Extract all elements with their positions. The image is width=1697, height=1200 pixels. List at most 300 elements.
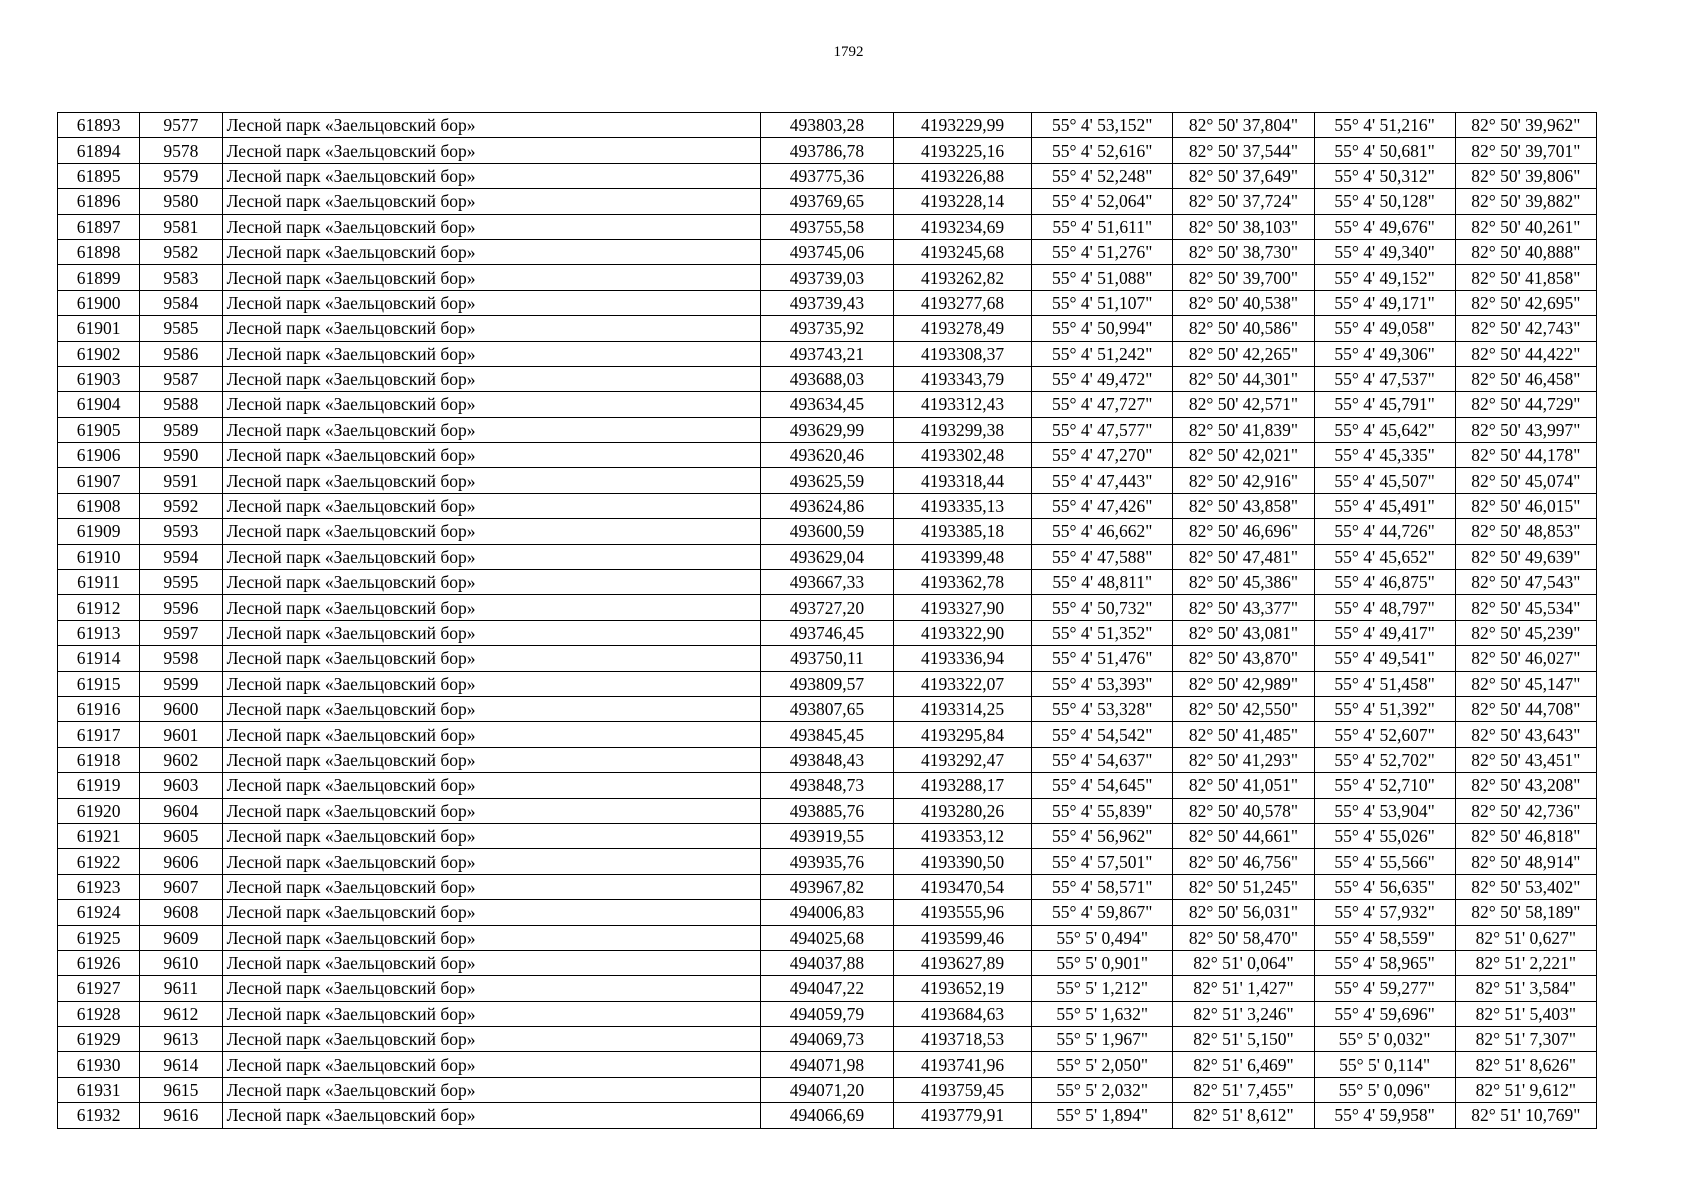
object-name-cell: Лесной парк «Заельцовский бор» — [222, 570, 760, 595]
object-name-cell: Лесной парк «Заельцовский бор» — [222, 544, 760, 569]
latitude-2-cell: 55° 4' 49,417" — [1314, 620, 1455, 645]
longitude-2-cell: 82° 50' 44,708" — [1455, 696, 1596, 721]
point-number-cell: 9590 — [140, 443, 222, 468]
longitude-2-cell: 82° 51' 10,769" — [1455, 1103, 1596, 1128]
object-name-cell: Лесной парк «Заельцовский бор» — [222, 950, 760, 975]
latitude-2-cell: 55° 4' 45,491" — [1314, 493, 1455, 518]
y-coordinate-cell: 4193292,47 — [894, 747, 1032, 772]
table-row — [58, 1077, 1597, 1102]
longitude-1-cell: 82° 51' 6,469" — [1173, 1052, 1314, 1077]
object-name-cell: Лесной парк «Заельцовский бор» — [222, 290, 760, 315]
table-row — [58, 849, 1597, 874]
point-number-cell: 9602 — [140, 747, 222, 772]
object-name-cell: Лесной парк «Заельцовский бор» — [222, 823, 760, 848]
latitude-1-cell: 55° 4' 51,242" — [1032, 341, 1173, 366]
longitude-1-cell: 82° 50' 58,470" — [1173, 925, 1314, 950]
longitude-2-cell: 82° 50' 44,729" — [1455, 392, 1596, 417]
y-coordinate-cell: 4193226,88 — [894, 163, 1032, 188]
longitude-1-cell: 82° 50' 38,730" — [1173, 239, 1314, 264]
latitude-1-cell: 55° 4' 48,811" — [1032, 570, 1173, 595]
longitude-2-cell: 82° 50' 44,178" — [1455, 443, 1596, 468]
latitude-2-cell: 55° 4' 49,340" — [1314, 239, 1455, 264]
x-coordinate-cell: 493885,76 — [760, 798, 893, 823]
table-row — [58, 747, 1597, 772]
y-coordinate-cell: 4193555,96 — [894, 900, 1032, 925]
latitude-2-cell: 55° 4' 58,965" — [1314, 950, 1455, 975]
latitude-2-cell: 55° 4' 56,635" — [1314, 874, 1455, 899]
y-coordinate-cell: 4193322,07 — [894, 671, 1032, 696]
table-row — [58, 1027, 1597, 1052]
row-number-cell: 61929 — [58, 1027, 140, 1052]
point-number-cell: 9610 — [140, 950, 222, 975]
point-number-cell: 9611 — [140, 976, 222, 1001]
row-number-cell: 61915 — [58, 671, 140, 696]
row-number-cell: 61904 — [58, 392, 140, 417]
y-coordinate-cell: 4193599,46 — [894, 925, 1032, 950]
longitude-1-cell: 82° 50' 43,377" — [1173, 595, 1314, 620]
object-name-cell: Лесной парк «Заельцовский бор» — [222, 696, 760, 721]
longitude-1-cell: 82° 50' 38,103" — [1173, 214, 1314, 239]
x-coordinate-cell: 493739,43 — [760, 290, 893, 315]
longitude-2-cell: 82° 50' 42,695" — [1455, 290, 1596, 315]
point-number-cell: 9605 — [140, 823, 222, 848]
point-number-cell: 9583 — [140, 265, 222, 290]
latitude-1-cell: 55° 4' 47,426" — [1032, 493, 1173, 518]
table-row — [58, 620, 1597, 645]
table-row — [58, 696, 1597, 721]
point-number-cell: 9615 — [140, 1077, 222, 1102]
row-number-cell: 61897 — [58, 214, 140, 239]
table-row — [58, 265, 1597, 290]
row-number-cell: 61932 — [58, 1103, 140, 1128]
latitude-1-cell: 55° 4' 47,443" — [1032, 468, 1173, 493]
latitude-2-cell: 55° 4' 47,537" — [1314, 366, 1455, 391]
longitude-2-cell: 82° 51' 5,403" — [1455, 1001, 1596, 1026]
longitude-2-cell: 82° 50' 45,534" — [1455, 595, 1596, 620]
row-number-cell: 61909 — [58, 519, 140, 544]
longitude-1-cell: 82° 51' 0,064" — [1173, 950, 1314, 975]
longitude-1-cell: 82° 50' 41,051" — [1173, 773, 1314, 798]
y-coordinate-cell: 4193234,69 — [894, 214, 1032, 239]
longitude-1-cell: 82° 50' 56,031" — [1173, 900, 1314, 925]
row-number-cell: 61927 — [58, 976, 140, 1001]
latitude-1-cell: 55° 4' 49,472" — [1032, 366, 1173, 391]
longitude-1-cell: 82° 50' 37,804" — [1173, 113, 1314, 138]
table-row — [58, 1052, 1597, 1077]
latitude-2-cell: 55° 4' 51,458" — [1314, 671, 1455, 696]
point-number-cell: 9606 — [140, 849, 222, 874]
object-name-cell: Лесной парк «Заельцовский бор» — [222, 1077, 760, 1102]
row-number-cell: 61910 — [58, 544, 140, 569]
table-row — [58, 163, 1597, 188]
y-coordinate-cell: 4193322,90 — [894, 620, 1032, 645]
x-coordinate-cell: 493809,57 — [760, 671, 893, 696]
latitude-1-cell: 55° 4' 47,727" — [1032, 392, 1173, 417]
row-number-cell: 61902 — [58, 341, 140, 366]
table-row — [58, 392, 1597, 417]
point-number-cell: 9609 — [140, 925, 222, 950]
row-number-cell: 61917 — [58, 722, 140, 747]
x-coordinate-cell: 494071,20 — [760, 1077, 893, 1102]
longitude-1-cell: 82° 50' 42,916" — [1173, 468, 1314, 493]
y-coordinate-cell: 4193327,90 — [894, 595, 1032, 620]
latitude-2-cell: 55° 4' 52,607" — [1314, 722, 1455, 747]
table-row — [58, 189, 1597, 214]
point-number-cell: 9589 — [140, 417, 222, 442]
x-coordinate-cell: 493845,45 — [760, 722, 893, 747]
table-row — [58, 722, 1597, 747]
row-number-cell: 61898 — [58, 239, 140, 264]
latitude-1-cell: 55° 4' 51,107" — [1032, 290, 1173, 315]
latitude-2-cell: 55° 4' 58,559" — [1314, 925, 1455, 950]
y-coordinate-cell: 4193779,91 — [894, 1103, 1032, 1128]
latitude-1-cell: 55° 4' 51,476" — [1032, 646, 1173, 671]
point-number-cell: 9584 — [140, 290, 222, 315]
y-coordinate-cell: 4193343,79 — [894, 366, 1032, 391]
object-name-cell: Лесной парк «Заельцовский бор» — [222, 113, 760, 138]
longitude-1-cell: 82° 51' 8,612" — [1173, 1103, 1314, 1128]
row-number-cell: 61926 — [58, 950, 140, 975]
y-coordinate-cell: 4193277,68 — [894, 290, 1032, 315]
point-number-cell: 9607 — [140, 874, 222, 899]
point-number-cell: 9594 — [140, 544, 222, 569]
y-coordinate-cell: 4193299,38 — [894, 417, 1032, 442]
row-number-cell: 61908 — [58, 493, 140, 518]
x-coordinate-cell: 493667,33 — [760, 570, 893, 595]
longitude-2-cell: 82° 50' 39,701" — [1455, 138, 1596, 163]
y-coordinate-cell: 4193288,17 — [894, 773, 1032, 798]
longitude-1-cell: 82° 50' 42,021" — [1173, 443, 1314, 468]
longitude-2-cell: 82° 50' 46,818" — [1455, 823, 1596, 848]
row-number-cell: 61930 — [58, 1052, 140, 1077]
point-number-cell: 9577 — [140, 113, 222, 138]
object-name-cell: Лесной парк «Заельцовский бор» — [222, 874, 760, 899]
row-number-cell: 61903 — [58, 366, 140, 391]
point-number-cell: 9614 — [140, 1052, 222, 1077]
point-number-cell: 9593 — [140, 519, 222, 544]
latitude-2-cell: 55° 4' 49,541" — [1314, 646, 1455, 671]
point-number-cell: 9585 — [140, 316, 222, 341]
y-coordinate-cell: 4193684,63 — [894, 1001, 1032, 1026]
latitude-2-cell: 55° 4' 50,128" — [1314, 189, 1455, 214]
longitude-1-cell: 82° 50' 39,700" — [1173, 265, 1314, 290]
longitude-1-cell: 82° 50' 41,293" — [1173, 747, 1314, 772]
longitude-1-cell: 82° 50' 44,661" — [1173, 823, 1314, 848]
latitude-1-cell: 55° 4' 56,962" — [1032, 823, 1173, 848]
row-number-cell: 61923 — [58, 874, 140, 899]
table-row — [58, 671, 1597, 696]
object-name-cell: Лесной парк «Заельцовский бор» — [222, 138, 760, 163]
latitude-2-cell: 55° 4' 46,875" — [1314, 570, 1455, 595]
latitude-2-cell: 55° 4' 59,277" — [1314, 976, 1455, 1001]
x-coordinate-cell: 493600,59 — [760, 519, 893, 544]
x-coordinate-cell: 493745,06 — [760, 239, 893, 264]
point-number-cell: 9597 — [140, 620, 222, 645]
longitude-2-cell: 82° 51' 2,221" — [1455, 950, 1596, 975]
longitude-2-cell: 82° 50' 48,853" — [1455, 519, 1596, 544]
point-number-cell: 9591 — [140, 468, 222, 493]
x-coordinate-cell: 493629,99 — [760, 417, 893, 442]
latitude-1-cell: 55° 4' 57,501" — [1032, 849, 1173, 874]
x-coordinate-cell: 493634,45 — [760, 392, 893, 417]
latitude-2-cell: 55° 4' 49,676" — [1314, 214, 1455, 239]
latitude-1-cell: 55° 4' 51,088" — [1032, 265, 1173, 290]
latitude-1-cell: 55° 4' 52,248" — [1032, 163, 1173, 188]
row-number-cell: 61901 — [58, 316, 140, 341]
point-number-cell: 9587 — [140, 366, 222, 391]
longitude-1-cell: 82° 50' 37,544" — [1173, 138, 1314, 163]
point-number-cell: 9579 — [140, 163, 222, 188]
x-coordinate-cell: 493967,82 — [760, 874, 893, 899]
y-coordinate-cell: 4193385,18 — [894, 519, 1032, 544]
x-coordinate-cell: 494071,98 — [760, 1052, 893, 1077]
row-number-cell: 61899 — [58, 265, 140, 290]
longitude-1-cell: 82° 51' 7,455" — [1173, 1077, 1314, 1102]
y-coordinate-cell: 4193390,50 — [894, 849, 1032, 874]
longitude-1-cell: 82° 50' 46,696" — [1173, 519, 1314, 544]
latitude-2-cell: 55° 4' 50,681" — [1314, 138, 1455, 163]
y-coordinate-cell: 4193295,84 — [894, 722, 1032, 747]
x-coordinate-cell: 493803,28 — [760, 113, 893, 138]
longitude-2-cell: 82° 50' 43,451" — [1455, 747, 1596, 772]
y-coordinate-cell: 4193314,25 — [894, 696, 1032, 721]
x-coordinate-cell: 493775,36 — [760, 163, 893, 188]
x-coordinate-cell: 494069,73 — [760, 1027, 893, 1052]
longitude-2-cell: 82° 50' 43,208" — [1455, 773, 1596, 798]
row-number-cell: 61928 — [58, 1001, 140, 1026]
page-number: 1792 — [833, 44, 864, 60]
x-coordinate-cell: 493625,59 — [760, 468, 893, 493]
x-coordinate-cell: 493746,45 — [760, 620, 893, 645]
point-number-cell: 9603 — [140, 773, 222, 798]
table-row — [58, 239, 1597, 264]
row-number-cell: 61896 — [58, 189, 140, 214]
object-name-cell: Лесной парк «Заельцовский бор» — [222, 925, 760, 950]
row-number-cell: 61920 — [58, 798, 140, 823]
table-row — [58, 570, 1597, 595]
row-number-cell: 61916 — [58, 696, 140, 721]
y-coordinate-cell: 4193312,43 — [894, 392, 1032, 417]
y-coordinate-cell: 4193278,49 — [894, 316, 1032, 341]
longitude-2-cell: 82° 50' 47,543" — [1455, 570, 1596, 595]
object-name-cell: Лесной парк «Заельцовский бор» — [222, 646, 760, 671]
y-coordinate-cell: 4193362,78 — [894, 570, 1032, 595]
y-coordinate-cell: 4193470,54 — [894, 874, 1032, 899]
longitude-1-cell: 82° 50' 45,386" — [1173, 570, 1314, 595]
object-name-cell: Лесной парк «Заельцовский бор» — [222, 417, 760, 442]
x-coordinate-cell: 493935,76 — [760, 849, 893, 874]
table-row — [58, 1103, 1597, 1128]
point-number-cell: 9616 — [140, 1103, 222, 1128]
row-number-cell: 61893 — [58, 113, 140, 138]
x-coordinate-cell: 494037,88 — [760, 950, 893, 975]
longitude-1-cell: 82° 50' 44,301" — [1173, 366, 1314, 391]
latitude-2-cell: 55° 4' 48,797" — [1314, 595, 1455, 620]
longitude-2-cell: 82° 50' 53,402" — [1455, 874, 1596, 899]
object-name-cell: Лесной парк «Заельцовский бор» — [222, 341, 760, 366]
longitude-2-cell: 82° 50' 39,962" — [1455, 113, 1596, 138]
latitude-1-cell: 55° 4' 53,152" — [1032, 113, 1173, 138]
point-number-cell: 9578 — [140, 138, 222, 163]
latitude-2-cell: 55° 4' 51,392" — [1314, 696, 1455, 721]
latitude-1-cell: 55° 5' 1,632" — [1032, 1001, 1173, 1026]
table-row — [58, 976, 1597, 1001]
latitude-2-cell: 55° 4' 49,152" — [1314, 265, 1455, 290]
latitude-2-cell: 55° 4' 45,642" — [1314, 417, 1455, 442]
y-coordinate-cell: 4193399,48 — [894, 544, 1032, 569]
table-row — [58, 341, 1597, 366]
y-coordinate-cell: 4193245,68 — [894, 239, 1032, 264]
y-coordinate-cell: 4193718,53 — [894, 1027, 1032, 1052]
object-name-cell: Лесной парк «Заельцовский бор» — [222, 214, 760, 239]
longitude-1-cell: 82° 50' 42,571" — [1173, 392, 1314, 417]
latitude-2-cell: 55° 5' 0,032" — [1314, 1027, 1455, 1052]
latitude-1-cell: 55° 4' 54,645" — [1032, 773, 1173, 798]
longitude-2-cell: 82° 51' 8,626" — [1455, 1052, 1596, 1077]
table-row — [58, 366, 1597, 391]
table-row — [58, 773, 1597, 798]
latitude-1-cell: 55° 4' 58,571" — [1032, 874, 1173, 899]
object-name-cell: Лесной парк «Заельцовский бор» — [222, 620, 760, 645]
y-coordinate-cell: 4193280,26 — [894, 798, 1032, 823]
longitude-2-cell: 82° 50' 44,422" — [1455, 341, 1596, 366]
y-coordinate-cell: 4193759,45 — [894, 1077, 1032, 1102]
x-coordinate-cell: 493739,03 — [760, 265, 893, 290]
latitude-1-cell: 55° 4' 55,839" — [1032, 798, 1173, 823]
object-name-cell: Лесной парк «Заельцовский бор» — [222, 265, 760, 290]
point-number-cell: 9608 — [140, 900, 222, 925]
point-number-cell: 9600 — [140, 696, 222, 721]
object-name-cell: Лесной парк «Заельцовский бор» — [222, 595, 760, 620]
longitude-2-cell: 82° 51' 3,584" — [1455, 976, 1596, 1001]
x-coordinate-cell: 493786,78 — [760, 138, 893, 163]
y-coordinate-cell: 4193353,12 — [894, 823, 1032, 848]
object-name-cell: Лесной парк «Заельцовский бор» — [222, 900, 760, 925]
latitude-1-cell: 55° 4' 54,542" — [1032, 722, 1173, 747]
point-number-cell: 9592 — [140, 493, 222, 518]
latitude-1-cell: 55° 4' 52,064" — [1032, 189, 1173, 214]
y-coordinate-cell: 4193741,96 — [894, 1052, 1032, 1077]
table-body — [58, 113, 1597, 1129]
row-number-cell: 61912 — [58, 595, 140, 620]
point-number-cell: 9582 — [140, 239, 222, 264]
latitude-1-cell: 55° 5' 0,494" — [1032, 925, 1173, 950]
table-row — [58, 544, 1597, 569]
latitude-2-cell: 55° 4' 45,791" — [1314, 392, 1455, 417]
table-row — [58, 798, 1597, 823]
point-number-cell: 9612 — [140, 1001, 222, 1026]
x-coordinate-cell: 494025,68 — [760, 925, 893, 950]
longitude-1-cell: 82° 50' 42,989" — [1173, 671, 1314, 696]
object-name-cell: Лесной парк «Заельцовский бор» — [222, 239, 760, 264]
latitude-1-cell: 55° 4' 51,352" — [1032, 620, 1173, 645]
latitude-2-cell: 55° 4' 57,932" — [1314, 900, 1455, 925]
latitude-2-cell: 55° 4' 59,696" — [1314, 1001, 1455, 1026]
latitude-2-cell: 55° 4' 49,171" — [1314, 290, 1455, 315]
point-number-cell: 9601 — [140, 722, 222, 747]
longitude-2-cell: 82° 51' 9,612" — [1455, 1077, 1596, 1102]
latitude-1-cell: 55° 5' 1,894" — [1032, 1103, 1173, 1128]
latitude-1-cell: 55° 4' 47,270" — [1032, 443, 1173, 468]
table-row — [58, 900, 1597, 925]
longitude-2-cell: 82° 50' 46,015" — [1455, 493, 1596, 518]
row-number-cell: 61924 — [58, 900, 140, 925]
table-row — [58, 138, 1597, 163]
longitude-1-cell: 82° 50' 41,839" — [1173, 417, 1314, 442]
latitude-2-cell: 55° 4' 52,702" — [1314, 747, 1455, 772]
table-row — [58, 113, 1597, 138]
x-coordinate-cell: 493848,43 — [760, 747, 893, 772]
longitude-2-cell: 82° 50' 45,239" — [1455, 620, 1596, 645]
x-coordinate-cell: 493848,73 — [760, 773, 893, 798]
longitude-2-cell: 82° 50' 40,888" — [1455, 239, 1596, 264]
latitude-1-cell: 55° 4' 53,393" — [1032, 671, 1173, 696]
longitude-1-cell: 82° 50' 40,586" — [1173, 316, 1314, 341]
latitude-1-cell: 55° 4' 47,577" — [1032, 417, 1173, 442]
longitude-2-cell: 82° 51' 0,627" — [1455, 925, 1596, 950]
row-number-cell: 61919 — [58, 773, 140, 798]
row-number-cell: 61907 — [58, 468, 140, 493]
longitude-1-cell: 82° 50' 42,550" — [1173, 696, 1314, 721]
longitude-1-cell: 82° 50' 43,870" — [1173, 646, 1314, 671]
latitude-1-cell: 55° 5' 2,032" — [1032, 1077, 1173, 1102]
latitude-2-cell: 55° 4' 45,335" — [1314, 443, 1455, 468]
latitude-1-cell: 55° 4' 51,611" — [1032, 214, 1173, 239]
table-row — [58, 316, 1597, 341]
table-row — [58, 519, 1597, 544]
row-number-cell: 61906 — [58, 443, 140, 468]
longitude-1-cell: 82° 50' 37,649" — [1173, 163, 1314, 188]
object-name-cell: Лесной парк «Заельцовский бор» — [222, 366, 760, 391]
x-coordinate-cell: 493769,65 — [760, 189, 893, 214]
object-name-cell: Лесной парк «Заельцовский бор» — [222, 747, 760, 772]
table-row — [58, 468, 1597, 493]
table-row — [58, 823, 1597, 848]
latitude-2-cell: 55° 4' 52,710" — [1314, 773, 1455, 798]
coordinates-table — [57, 112, 1597, 1129]
latitude-1-cell: 55° 4' 51,276" — [1032, 239, 1173, 264]
object-name-cell: Лесной парк «Заельцовский бор» — [222, 163, 760, 188]
longitude-2-cell: 82° 50' 49,639" — [1455, 544, 1596, 569]
longitude-1-cell: 82° 50' 43,858" — [1173, 493, 1314, 518]
longitude-2-cell: 82° 50' 42,743" — [1455, 316, 1596, 341]
x-coordinate-cell: 494066,69 — [760, 1103, 893, 1128]
object-name-cell: Лесной парк «Заельцовский бор» — [222, 671, 760, 696]
longitude-2-cell: 82° 50' 43,997" — [1455, 417, 1596, 442]
point-number-cell: 9595 — [140, 570, 222, 595]
x-coordinate-cell: 493919,55 — [760, 823, 893, 848]
object-name-cell: Лесной парк «Заельцовский бор» — [222, 443, 760, 468]
latitude-2-cell: 55° 4' 55,026" — [1314, 823, 1455, 848]
latitude-2-cell: 55° 4' 49,306" — [1314, 341, 1455, 366]
latitude-2-cell: 55° 4' 53,904" — [1314, 798, 1455, 823]
latitude-1-cell: 55° 4' 59,867" — [1032, 900, 1173, 925]
latitude-2-cell: 55° 4' 50,312" — [1314, 163, 1455, 188]
table-row — [58, 646, 1597, 671]
latitude-2-cell: 55° 5' 0,096" — [1314, 1077, 1455, 1102]
table-row — [58, 925, 1597, 950]
latitude-2-cell: 55° 4' 55,566" — [1314, 849, 1455, 874]
y-coordinate-cell: 4193262,82 — [894, 265, 1032, 290]
row-number-cell: 61905 — [58, 417, 140, 442]
latitude-1-cell: 55° 4' 52,616" — [1032, 138, 1173, 163]
longitude-2-cell: 82° 50' 46,458" — [1455, 366, 1596, 391]
longitude-2-cell: 82° 50' 40,261" — [1455, 214, 1596, 239]
table-row — [58, 493, 1597, 518]
object-name-cell: Лесной парк «Заельцовский бор» — [222, 976, 760, 1001]
latitude-1-cell: 55° 5' 2,050" — [1032, 1052, 1173, 1077]
y-coordinate-cell: 4193318,44 — [894, 468, 1032, 493]
